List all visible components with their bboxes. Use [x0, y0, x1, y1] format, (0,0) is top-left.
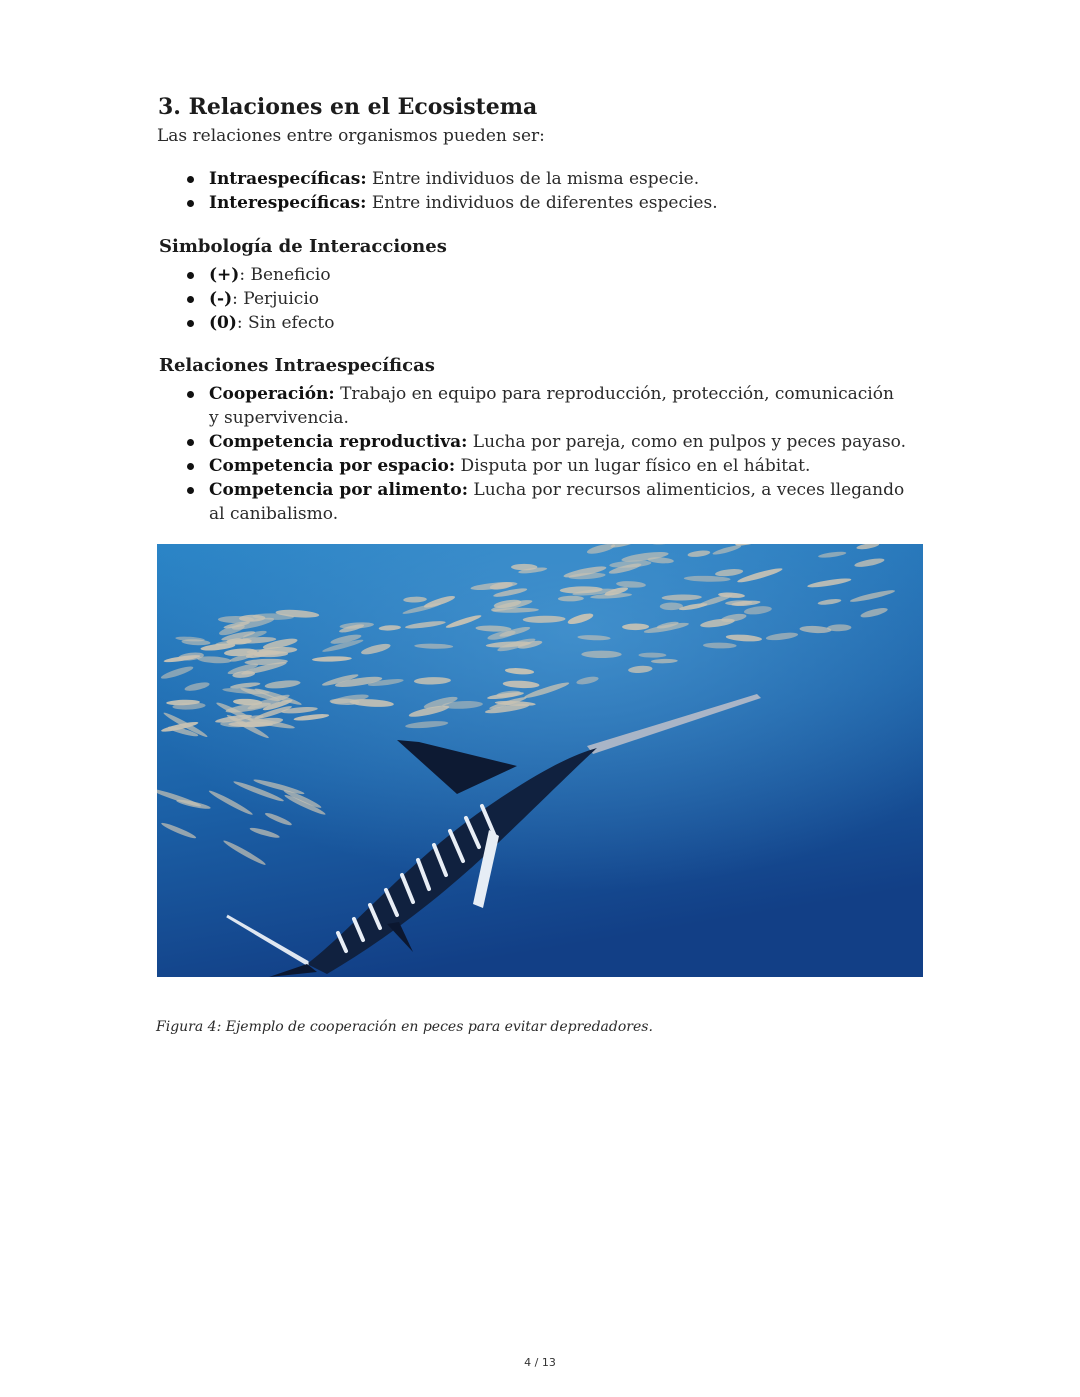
list-item — [186, 263, 906, 287]
definition: Lucha por pareja, como en pulpos y peces payaso. — [467, 432, 907, 452]
figure-caption: Figura 4: Ejemplo de cooperación en peces para evitar depredadores. — [156, 1019, 653, 1035]
symbols-heading: Simbología de Interacciones — [159, 236, 447, 257]
list-item — [186, 382, 906, 430]
list-item — [186, 167, 906, 191]
list-item — [186, 478, 906, 526]
definition: : Perjuicio — [232, 289, 319, 309]
list-item — [186, 454, 906, 478]
photo-illustration — [157, 544, 923, 977]
intra-list — [186, 382, 906, 526]
term: Competencia por alimento: — [209, 480, 468, 500]
term: (0) — [209, 313, 237, 333]
definition: Lucha por recursos alimenticios, a veces llegando al canibalismo. — [209, 480, 905, 524]
term: Interespecíficas: — [209, 193, 367, 213]
intra-heading: Relaciones Intraespecíficas — [159, 355, 435, 376]
term: Intraespecíficas: — [209, 169, 367, 189]
definition: Entre individuos de la misma especie. — [366, 169, 700, 189]
list-item — [186, 191, 906, 215]
definition: Entre individuos de diferentes especies. — [366, 193, 718, 213]
term: (-) — [209, 289, 233, 309]
list-item — [186, 287, 906, 311]
term: Competencia reproductiva: — [209, 432, 468, 452]
definition: : Sin efecto — [236, 313, 335, 333]
definition: Trabajo en equipo para reproducción, protección, comunicación y supervivencia. — [209, 384, 894, 428]
section-intro: Las relaciones entre organismos pueden ser: — [157, 126, 545, 146]
symbols-list — [186, 263, 906, 335]
page-number: 4 / 13 — [524, 1356, 556, 1369]
list-item — [186, 430, 906, 454]
fish-school-photo — [157, 544, 923, 977]
definition: Disputa por un lugar físico en el hábitat. — [455, 456, 811, 476]
definition: : Beneficio — [239, 265, 331, 285]
section-title: 3. Relaciones en el Ecosistema — [158, 94, 538, 120]
list-item — [186, 311, 906, 335]
relation-types-list — [186, 167, 906, 215]
term: Cooperación: — [209, 384, 335, 404]
water-glow — [157, 544, 923, 977]
term: (+) — [209, 265, 240, 285]
term: Competencia por espacio: — [209, 456, 456, 476]
